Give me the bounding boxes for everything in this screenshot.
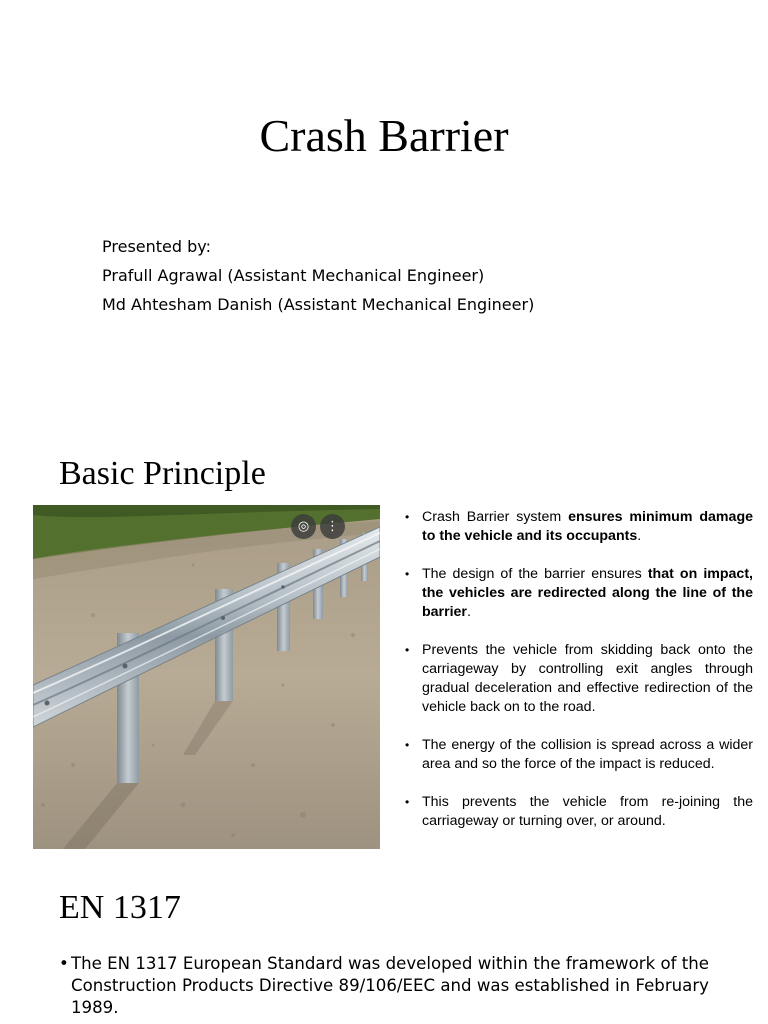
crash-barrier-illustration <box>33 505 380 849</box>
crash-barrier-photo <box>33 505 380 849</box>
en1317-bullet <box>59 953 709 1019</box>
bullet-dot: • <box>59 954 69 973</box>
list-item: • The design of the barrier ensures that on impact, the vehicles are redirected along the line of the barrier. <box>405 566 753 620</box>
list-item: • Prevents the vehicle from skidding back onto the carriageway by controlling exit angles through gradual deceleration and effective redirection of the vehicle back on to the road. <box>405 642 753 715</box>
bullet-dot: • <box>405 510 410 524</box>
en1317-bullet-text: The EN 1317 European Standard was developed within the framework of the Construction Products Directive 89/106/EEC and was established in February 1989. <box>71 954 709 1017</box>
bullet-dot: • <box>405 795 410 809</box>
en1317-heading: EN 1317 <box>59 889 181 926</box>
slide-title: Crash Barrier <box>259 110 509 161</box>
bullet-dot: • <box>405 567 410 581</box>
more-vert-icon[interactable]: ⋮ <box>320 514 345 539</box>
title-slide <box>0 0 768 430</box>
list-item: • Crash Barrier system ensures minimum damage to the vehicle and its occupants. <box>405 509 753 544</box>
list-item: • The energy of the collision is spread across a wider area and so the force of the impact is reduced. <box>405 737 753 772</box>
presenter-2: Md Ahtesham Danish (Assistant Mechanical Engineer) <box>102 295 535 314</box>
basic-principle-heading: Basic Principle <box>59 455 266 492</box>
bullet-dot: • <box>405 643 410 657</box>
principle-bullet-list <box>405 508 753 850</box>
presented-by-label: Presented by: <box>102 237 211 256</box>
presenters-block <box>102 232 534 319</box>
presenter-1: Prafull Agrawal (Assistant Mechanical Engineer) <box>102 266 485 285</box>
bullet-dot: • <box>405 738 410 752</box>
list-item: • This prevents the vehicle from re-joining the carriageway or turning over, or around. <box>405 794 753 829</box>
lens-icon[interactable]: ◎ <box>291 514 316 539</box>
